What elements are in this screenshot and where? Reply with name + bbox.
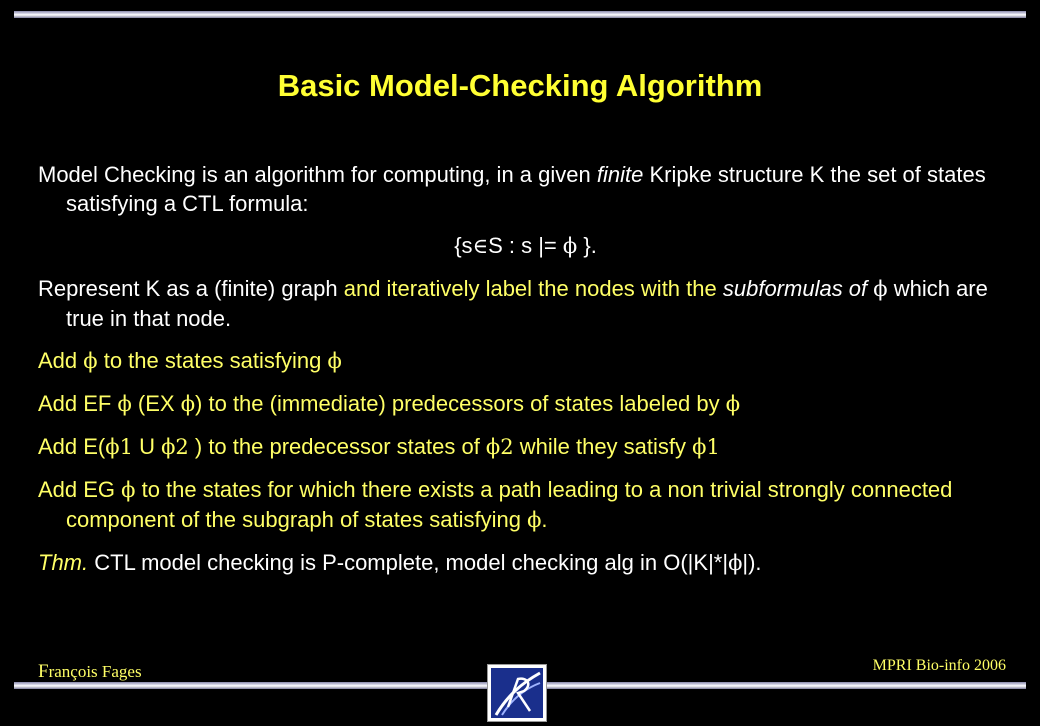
text: Add EG (38, 477, 122, 502)
phi1-symbol: ϕ1 (692, 435, 720, 459)
text: . (541, 507, 548, 532)
paragraph-add-ef (38, 389, 1013, 419)
paragraph-add-eg (38, 475, 1013, 535)
phi1-symbol: ϕ1 (105, 435, 133, 459)
text: U (132, 434, 162, 459)
phi-symbol: ϕ (725, 392, 741, 416)
phi-symbol: ϕ (527, 508, 542, 532)
paragraph-set-formula (38, 231, 1013, 261)
text: Model Checking is an algorithm for computing, in a given (38, 162, 597, 187)
phi-symbol: ϕ (83, 349, 98, 373)
phi-symbol: ϕ (562, 234, 578, 258)
text: S : s |= (488, 233, 563, 258)
text: ) to the predecessor states of (188, 434, 486, 459)
text: }. (577, 233, 597, 258)
text: to the states satisfying (97, 348, 328, 373)
paragraph-add-phi (38, 346, 1013, 376)
phi2-symbol: ϕ2 (161, 435, 189, 459)
text: which are true in that node. (66, 276, 988, 331)
top-rule (14, 11, 1026, 18)
phi-symbol: ϕ (117, 392, 132, 416)
phi-symbol: ϕ (121, 478, 136, 502)
text: Add (38, 348, 84, 373)
text: ) to the (immediate) predecessors of states labeled by (195, 391, 726, 416)
slide-title: Basic Model-Checking Algorithm (277, 68, 763, 103)
element-of-symbol: ∈ (472, 234, 489, 258)
text: Add E( (38, 434, 106, 459)
phi-symbol: ϕ (873, 277, 888, 301)
text: Add EF (38, 391, 118, 416)
text-emphasis: finite (596, 162, 644, 187)
phi-symbol: ϕ (728, 551, 743, 575)
text: {s (454, 233, 473, 258)
slide-body (38, 160, 1013, 591)
text: and iteratively label the nodes with the (337, 276, 723, 301)
paragraph-add-eu (38, 432, 1013, 462)
text: to the states for which there exists a path leading to a non trivial strongly connected component of the subgraph of states satisfying (66, 477, 953, 532)
paragraph-theorem (38, 548, 1013, 578)
footer-course: MPRI Bio-info 2006 (872, 657, 1006, 674)
text-emphasis: subformulas of (722, 276, 874, 301)
theorem-label: Thm. (38, 550, 89, 575)
paragraph-represent-k (38, 274, 1013, 333)
text: while they satisfy (513, 434, 693, 459)
inria-logo-icon (487, 664, 547, 722)
text: (EX (131, 391, 181, 416)
phi2-symbol: ϕ2 (485, 435, 514, 459)
footer-author (38, 661, 142, 683)
text: |). (742, 550, 762, 575)
text: Represent K as a (finite) graph (38, 276, 338, 301)
phi-symbol: ϕ (327, 349, 342, 373)
author-name: rançois Fages (48, 662, 142, 681)
phi-symbol: ϕ (180, 392, 196, 416)
author-initial: F (38, 661, 49, 682)
text: Kripke structure K the set of states satisfying a CTL formula: (66, 162, 986, 216)
text: CTL model checking is P-complete, model checking alg in O(|K|*| (88, 550, 729, 575)
paragraph-model-checking-def (38, 160, 1013, 218)
